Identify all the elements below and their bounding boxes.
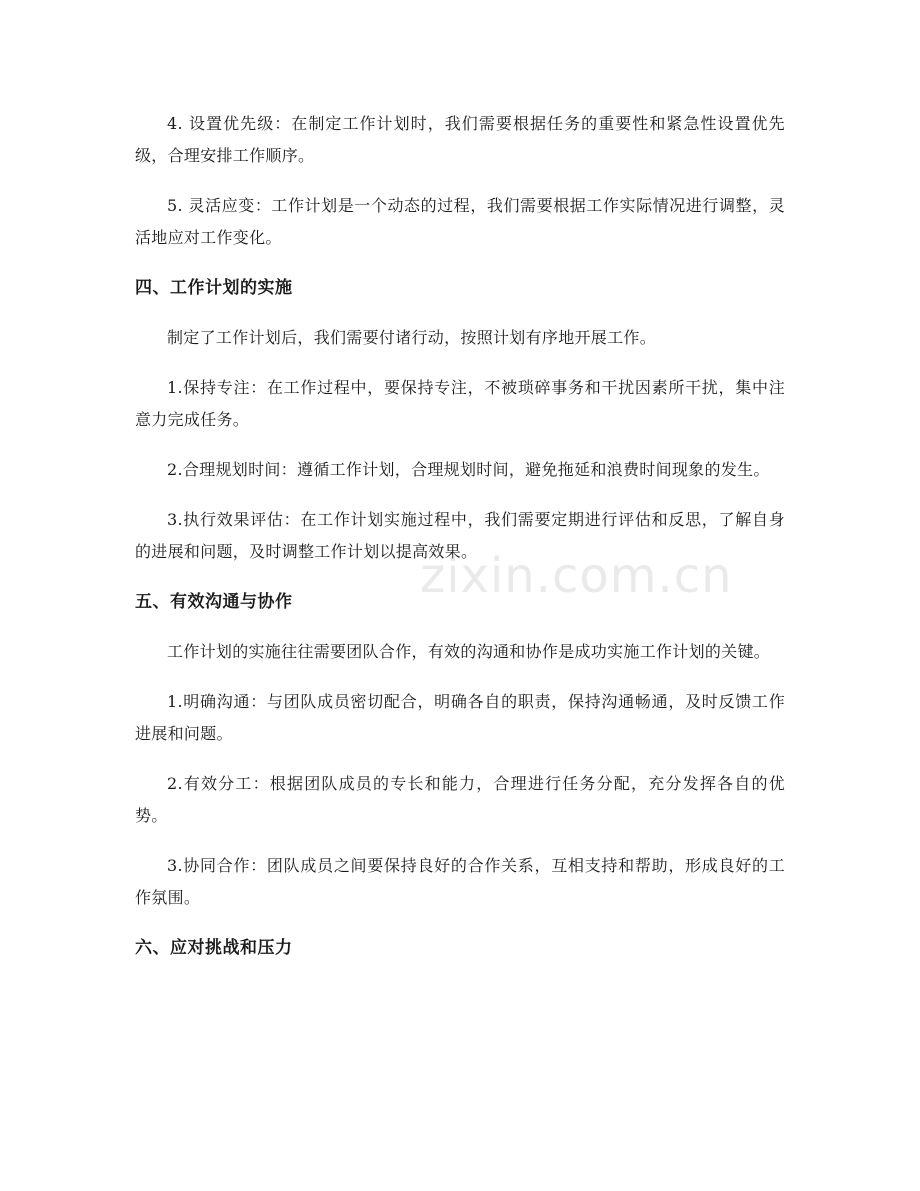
paragraph-flexible-response: 5. 灵活应变：工作计划是一个动态的过程，我们需要根据工作实际情况进行调整，灵活地应对工作变化。	[135, 196, 785, 247]
paragraph-stay-focused: 1.保持专注：在工作过程中，要保持专注，不被琐碎事务和干扰因素所干扰，集中注意力完成任务。	[135, 378, 785, 429]
section-heading-challenges: 六、应对挑战和压力	[135, 938, 293, 958]
paragraph-effective-division: 2.有效分工：根据团队成员的专长和能力，合理进行任务分配，充分发挥各自的优势。	[135, 774, 785, 825]
document-body	[135, 108, 785, 982]
paragraph-implementation-intro: 制定了工作计划后，我们需要付诸行动，按照计划有序地开展工作。	[167, 328, 657, 347]
paragraph-time-planning: 2.合理规划时间：遵循工作计划，合理规划时间，避免拖延和浪费时间现象的发生。	[167, 460, 770, 479]
paragraph-collaboration: 3.协同合作：团队成员之间要保持良好的合作关系，互相支持和帮助，形成良好的工作氛围。	[135, 856, 785, 907]
watermark-text: zixin.com.cn	[420, 548, 733, 604]
paragraph-clear-communication: 1.明确沟通：与团队成员密切配合，明确各自的职责，保持沟通畅通，及时反馈工作进展和问题。	[135, 692, 785, 743]
section-heading-communication: 五、有效沟通与协作	[135, 592, 293, 612]
section-heading-implementation: 四、工作计划的实施	[135, 278, 293, 298]
paragraph-effect-evaluation: 3.执行效果评估：在工作计划实施过程中，我们需要定期进行评估和反思，了解自身的进展和问题，及时调整工作计划以提高效果。	[135, 510, 785, 561]
paragraph-set-priority: 4. 设置优先级：在制定工作计划时，我们需要根据任务的重要性和紧急性设置优先级，合理安排工作顺序。	[135, 114, 785, 165]
paragraph-communication-intro: 工作计划的实施往往需要团队合作，有效的沟通和协作是成功实施工作计划的关键。	[167, 642, 771, 661]
